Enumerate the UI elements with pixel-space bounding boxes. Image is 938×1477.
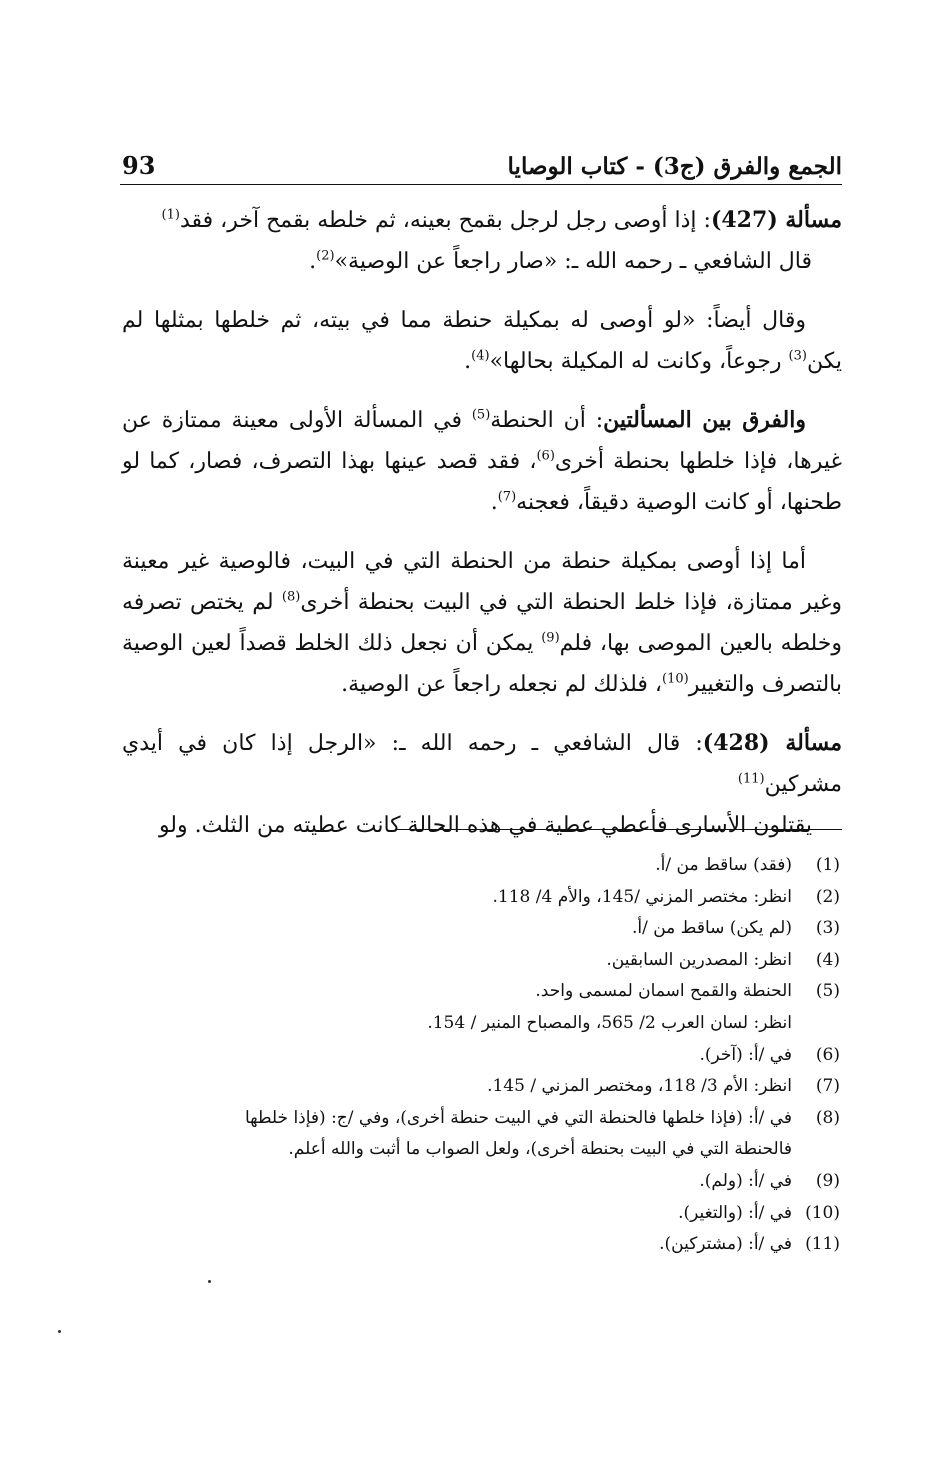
footnote-number: (3)	[815, 918, 840, 939]
paragraph-text: : قال الشافعي ـ رحمه الله ـ: «الرجل إذا كان في أيدي مشركين	[122, 731, 842, 797]
paragraph-text: قال الشافعي ـ رحمه الله ـ: «صار راجعاً عن الوصية»	[334, 249, 812, 274]
footnotes	[122, 850, 842, 1261]
footnote-ref: (4)	[471, 348, 490, 364]
paragraph-text: .	[490, 490, 498, 515]
header-rule	[120, 184, 842, 185]
footnote-number: (4)	[815, 949, 840, 970]
running-title: الجمع والفرق (ج3) - كتاب الوصايا	[507, 153, 842, 180]
footnote-item	[122, 1198, 842, 1230]
paragraph-qala-aydan	[122, 300, 842, 382]
footnote-number: (10)	[805, 1202, 840, 1223]
page-number: 93	[122, 151, 156, 180]
footnote-line: انظر: مختصر المزني /145، والأم 4/ 118.	[492, 886, 792, 907]
footnote-line: فالحنطة التي في البيت بحنطة أخرى)، ولعل الصواب ما أثبت والله أعلم.	[288, 1139, 792, 1160]
footnote-line: في /أ: (آخر).	[699, 1044, 792, 1065]
footnote-ref: (5)	[471, 407, 491, 423]
footnote-ref: (6)	[536, 448, 555, 464]
paragraph-masala-427	[122, 200, 842, 282]
footnote-ref: (8)	[281, 589, 301, 605]
masala-heading: مسألة (428)	[702, 730, 842, 756]
footnote-number: (7)	[815, 1076, 840, 1097]
footnote-item	[122, 1103, 842, 1166]
footnote-number: (8)	[815, 1107, 840, 1128]
paragraph-masala-428	[122, 723, 842, 846]
footnote-text	[122, 976, 792, 1039]
footnote-text	[122, 882, 792, 914]
paragraph-text: .	[309, 249, 317, 274]
footnote-text	[122, 1166, 792, 1198]
paragraph-text: وقال أيضاً: «لو أوصى له بمكيلة حنطة مما في بيته، ثم خلطها بمثلها لم يكن	[122, 308, 842, 374]
footnote-line: في /أ: (مشتركين).	[659, 1234, 792, 1255]
footnote-item	[122, 1166, 842, 1198]
paragraph-continuation	[122, 241, 842, 282]
main-text	[122, 200, 842, 864]
footnote-item	[122, 882, 842, 914]
footnote-number: (11)	[805, 1234, 840, 1255]
footnote-text	[122, 945, 792, 977]
footnote-line: انظر: لسان العرب 2/ 565، والمصباح المنير / 154.	[427, 1012, 792, 1033]
scan-speck	[208, 1280, 211, 1283]
footnote-item	[122, 945, 842, 977]
paragraph-text: أما إذا أوصى بمكيلة حنطة من الحنطة التي في البيت، فالوصية غير معينة وغير ممتازة، فإذا خلط الحنطة التي في البيت بحنطة أخرى	[122, 549, 842, 615]
footnote-line: انظر: الأم 3/ 118، ومختصر المزني / 145.	[487, 1076, 792, 1097]
footnote-item	[122, 1071, 842, 1103]
paragraph-amma	[122, 541, 842, 705]
footnote-text	[122, 1040, 792, 1072]
footnote-item	[122, 1040, 842, 1072]
paragraph-farq	[122, 400, 842, 523]
footnote-ref: (9)	[541, 630, 560, 646]
footnote-text	[122, 913, 792, 945]
footnote-line: (لم يكن) ساقط من /أ.	[631, 918, 792, 939]
paragraph-text: ، فقد قصد عينها بهذا التصرف، فصار، كما لو طحنها، أو كانت الوصية دقيقاً، فعجنه	[122, 449, 842, 515]
footnote-line: في /أ: (ولم).	[699, 1170, 792, 1191]
footnote-line: في /أ: (فإذا خلطها فالحنطة التي في البيت حنطة أخرى)، وفي /ج: (فإذا خلطها	[244, 1107, 792, 1128]
footnote-line: في /أ: (والتغير).	[678, 1202, 792, 1223]
footnote-separator	[395, 829, 842, 830]
footnote-text	[122, 1229, 792, 1261]
page-header	[122, 140, 842, 180]
paragraph-text: : إذا أوصى رجل لرجل بقمح بعينه، ثم خلطه بقمح آخر، فقد	[179, 208, 711, 233]
footnote-ref: (3)	[788, 348, 807, 364]
footnote-number: (5)	[815, 981, 840, 1002]
scan-speck	[58, 1330, 61, 1333]
paragraph-text: في المسألة الأولى معينة ممتازة عن غيرها، فإذا خلطها بحنطة أخرى	[122, 408, 842, 474]
footnote-number: (9)	[815, 1170, 840, 1191]
footnote-text	[122, 850, 792, 882]
paragraph-text: يمكن أن نجعل ذلك الخلط قصداً لعين الوصية بالتصرف والتغيير	[122, 631, 842, 697]
masala-heading: مسألة (427)	[710, 207, 842, 233]
paragraph-continuation	[122, 805, 842, 846]
paragraph-text: : أن الحنطة	[490, 408, 604, 433]
footnote-ref: (10)	[662, 671, 689, 687]
farq-heading: والفرق بين المسألتين	[603, 407, 806, 433]
footnote-ref: (1)	[161, 207, 180, 223]
footnote-line: انظر: المصدرين السابقين.	[606, 949, 792, 970]
paragraph-text: يقتلون الأسارى فأعطي عطية في هذه الحالة كانت عطيته من الثلث. ولو	[158, 813, 812, 838]
footnote-item	[122, 1229, 842, 1261]
footnote-number: (6)	[815, 1044, 840, 1065]
footnote-item	[122, 913, 842, 945]
paragraph-text: ، فلذلك لم نجعله راجعاً عن الوصية.	[341, 672, 662, 697]
footnote-number: (2)	[815, 886, 840, 907]
footnote-text	[122, 1103, 792, 1166]
footnote-number: (1)	[815, 855, 840, 875]
footnote-ref: (2)	[316, 248, 335, 264]
footnote-item	[122, 850, 842, 882]
footnote-line: الحنطة والقمح اسمان لمسمى واحد.	[535, 981, 792, 1002]
paragraph-text: رجوعاً، وكانت له المكيلة بحالها»	[489, 349, 789, 374]
footnote-line: (فقد) ساقط من /أ.	[655, 855, 792, 875]
footnote-ref: (7)	[497, 489, 517, 505]
footnote-text	[122, 1071, 792, 1103]
paragraph-text: .	[464, 349, 472, 374]
footnote-ref: (11)	[737, 771, 765, 787]
paragraph-text: لم يختص تصرفه وخلطه بالعين الموصى بها، فلم	[122, 590, 842, 656]
footnote-text	[122, 1198, 792, 1230]
footnote-item	[122, 976, 842, 1039]
